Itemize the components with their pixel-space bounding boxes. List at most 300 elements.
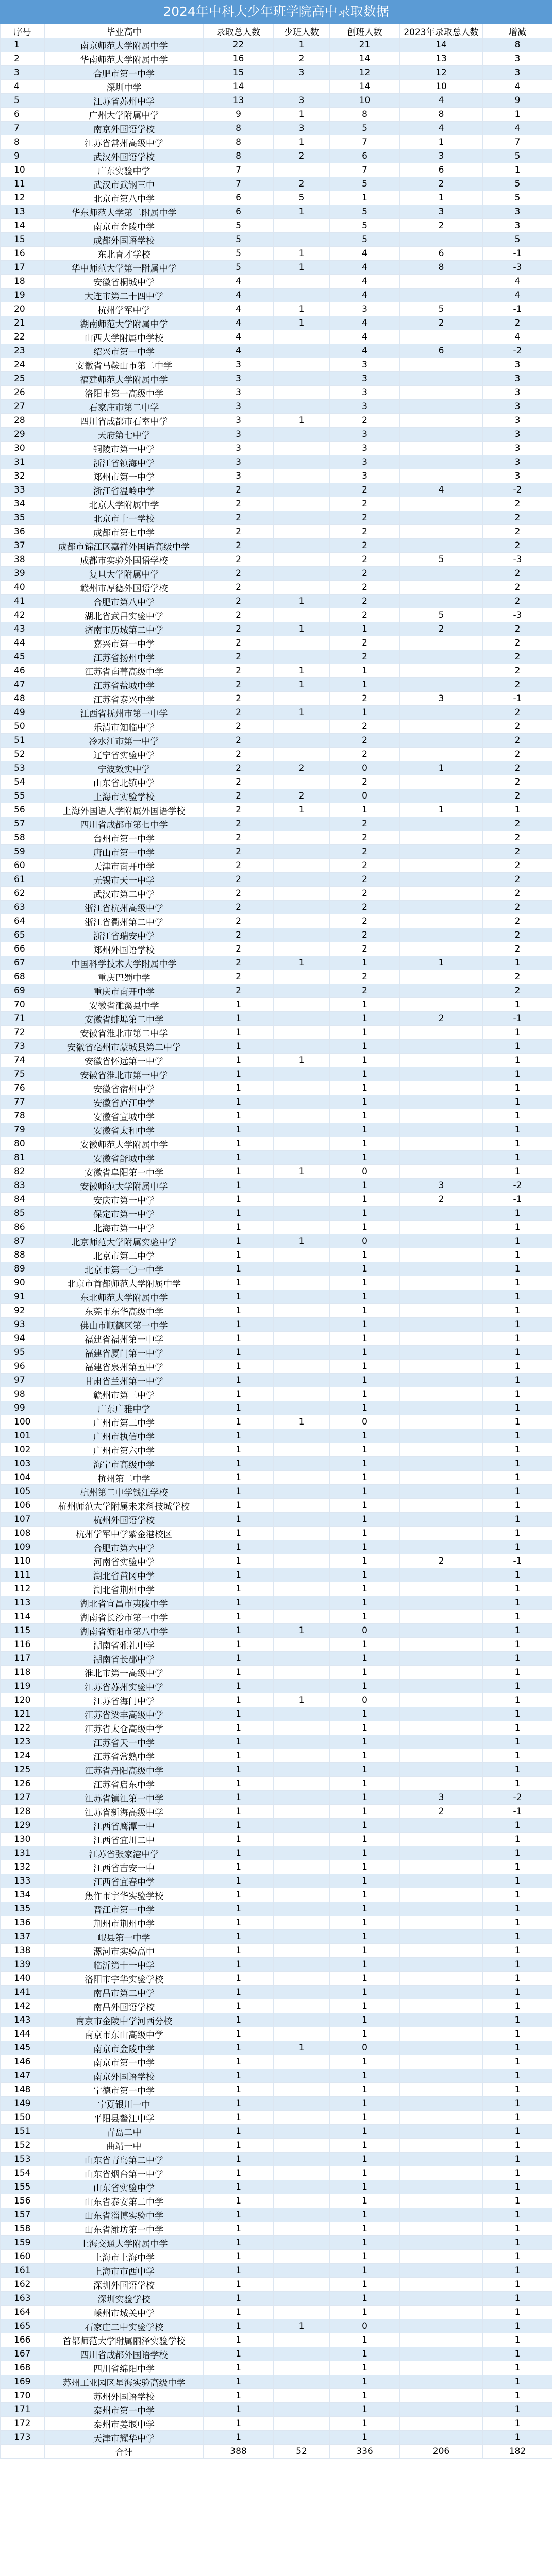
cell-change: -2 — [483, 1179, 552, 1193]
cell-change: 1 — [483, 2278, 552, 2292]
cell-shaoban — [274, 1443, 330, 1457]
cell-2023-total — [400, 386, 483, 400]
cell-shaoban — [274, 2208, 330, 2222]
cell-school: 杭州学军中学 — [45, 302, 204, 316]
cell-school: 东莞市东华高级中学 — [45, 1304, 204, 1318]
cell-chuangban: 1 — [330, 1123, 400, 1137]
cell-index: 147 — [1, 2069, 45, 2083]
cell-2023-total — [400, 581, 483, 595]
table-row — [1, 1040, 552, 1054]
cell-school: 江苏省丹阳高级中学 — [45, 1763, 204, 1777]
cell-change: 1 — [483, 2153, 552, 2166]
cell-chuangban: 1 — [330, 1930, 400, 1944]
cell-shaoban — [274, 1874, 330, 1888]
cell-shaoban — [274, 2264, 330, 2278]
cell-2023-total — [400, 595, 483, 608]
cell-change: 1 — [483, 1026, 552, 1040]
cell-shaoban — [274, 817, 330, 831]
cell-total: 1 — [204, 1304, 274, 1318]
cell-total: 1 — [204, 1457, 274, 1471]
cell-chuangban: 1 — [330, 1749, 400, 1763]
table-row — [1, 2125, 552, 2139]
cell-shaoban — [274, 497, 330, 511]
cell-total: 1 — [204, 1109, 274, 1123]
cell-total: 1 — [204, 998, 274, 1012]
cell-school: 重庆市南开中学 — [45, 984, 204, 998]
cell-2023-total — [400, 2083, 483, 2097]
cell-chuangban: 1 — [330, 1081, 400, 1095]
cell-shaoban — [274, 1540, 330, 1554]
cell-school: 石家庄二中实验学校 — [45, 2319, 204, 2333]
cell-index: 130 — [1, 1833, 45, 1846]
cell-index: 73 — [1, 1040, 45, 1054]
cell-total: 2 — [204, 511, 274, 525]
cell-change: 1 — [483, 2041, 552, 2055]
cell-change: 2 — [483, 316, 552, 330]
cell-shaoban — [274, 2083, 330, 2097]
cell-school: 江苏省新海高级中学 — [45, 1805, 204, 1819]
cell-change: 1 — [483, 1346, 552, 1360]
cell-change: 1 — [483, 2083, 552, 2097]
cell-chuangban: 2 — [330, 845, 400, 859]
table-row — [1, 122, 552, 135]
cell-2023-total — [400, 275, 483, 289]
cell-school: 江苏省扬州中学 — [45, 650, 204, 664]
cell-shaoban — [274, 1916, 330, 1930]
cell-shaoban — [274, 1513, 330, 1527]
table-row — [1, 1151, 552, 1165]
table-row — [1, 1207, 552, 1221]
cell-2023-total — [400, 2292, 483, 2306]
table-row — [1, 525, 552, 539]
cell-change: 1 — [483, 1833, 552, 1846]
cell-index: 45 — [1, 650, 45, 664]
cell-change: 3 — [483, 400, 552, 414]
cell-school: 安徽省淮北市第一中学 — [45, 1067, 204, 1081]
cell-shaoban — [274, 289, 330, 302]
cell-chuangban: 2 — [330, 831, 400, 845]
cell-2023-total — [400, 1624, 483, 1638]
cell-chuangban: 2 — [330, 873, 400, 887]
cell-chuangban: 1 — [330, 2208, 400, 2222]
cell-change: 1 — [483, 1944, 552, 1958]
cell-change: 1 — [483, 2319, 552, 2333]
table-row — [1, 191, 552, 205]
cell-chuangban: 1 — [330, 2194, 400, 2208]
cell-shaoban — [274, 1930, 330, 1944]
cell-shaoban: 3 — [274, 94, 330, 108]
cell-change: 3 — [483, 66, 552, 80]
cell-school: 江西省抚州市第一中学 — [45, 706, 204, 720]
table-row — [1, 1290, 552, 1304]
cell-index: 40 — [1, 581, 45, 595]
cell-shaoban — [274, 1207, 330, 1221]
cell-2023-total — [400, 1860, 483, 1874]
table-row — [1, 2153, 552, 2166]
cell-total: 1 — [204, 1721, 274, 1735]
cell-index: 34 — [1, 497, 45, 511]
cell-total: 1 — [204, 2222, 274, 2236]
cell-2023-total — [400, 1485, 483, 1499]
cell-change: 1 — [483, 2055, 552, 2069]
cell-index: 85 — [1, 1207, 45, 1221]
cell-chuangban: 1 — [330, 1360, 400, 1374]
cell-index: 168 — [1, 2361, 45, 2375]
table-row — [1, 2264, 552, 2278]
cell-total: 1 — [204, 1026, 274, 1040]
cell-chuangban: 2 — [330, 887, 400, 901]
table-title: 2024年中科大少年班学院高中录取数据 — [0, 0, 552, 24]
cell-shaoban: 1 — [274, 706, 330, 720]
cell-index: 150 — [1, 2111, 45, 2125]
cell-change: 1 — [483, 1040, 552, 1054]
cell-total: 2 — [204, 984, 274, 998]
table-row — [1, 2166, 552, 2180]
cell-change: -2 — [483, 483, 552, 497]
cell-total: 2 — [204, 970, 274, 984]
cell-total: 2 — [204, 928, 274, 942]
table-row — [1, 887, 552, 901]
cell-total: 1 — [204, 1443, 274, 1457]
table-row — [1, 1610, 552, 1624]
cell-2023-total — [400, 1652, 483, 1666]
cell-total: 1 — [204, 1624, 274, 1638]
cell-index: 84 — [1, 1193, 45, 1207]
cell-2023-total — [400, 1568, 483, 1582]
cell-2023-total — [400, 233, 483, 247]
cell-chuangban: 1 — [330, 1304, 400, 1318]
cell-chuangban: 1 — [330, 1666, 400, 1680]
cell-chuangban: 1 — [330, 2236, 400, 2250]
table-row — [1, 1624, 552, 1638]
cell-chuangban: 1 — [330, 1610, 400, 1624]
table-row — [1, 1123, 552, 1137]
table-row — [1, 1944, 552, 1958]
cell-chuangban: 1 — [330, 1499, 400, 1513]
table-row — [1, 1095, 552, 1109]
cell-chuangban: 3 — [330, 469, 400, 483]
cell-shaoban — [274, 1596, 330, 1610]
cell-index: 21 — [1, 316, 45, 330]
cell-change: 4 — [483, 330, 552, 344]
cell-2023-total — [400, 469, 483, 483]
cell-school: 江苏省苏州中学 — [45, 94, 204, 108]
cell-change: 1 — [483, 2250, 552, 2264]
cell-total: 6 — [204, 191, 274, 205]
cell-shaoban — [274, 1095, 330, 1109]
cell-change: 1 — [483, 1916, 552, 1930]
cell-shaoban — [274, 275, 330, 289]
table-row — [1, 1819, 552, 1833]
cell-chuangban: 2 — [330, 414, 400, 428]
table-row — [1, 734, 552, 748]
cell-shaoban — [274, 720, 330, 734]
cell-school: 复旦大学附属中学 — [45, 567, 204, 581]
cell-total: 2 — [204, 650, 274, 664]
cell-chuangban: 1 — [330, 2055, 400, 2069]
cell-2023-total — [400, 455, 483, 469]
cell-shaoban — [274, 1749, 330, 1763]
cell-school: 浙江省杭州高级中学 — [45, 901, 204, 914]
cell-change: 1 — [483, 2139, 552, 2153]
cell-total: 1 — [204, 1805, 274, 1819]
cell-school: 岷县第一中学 — [45, 1930, 204, 1944]
cell-school: 青岛二中 — [45, 2125, 204, 2139]
cell-change: 2 — [483, 984, 552, 998]
table-row — [1, 94, 552, 108]
cell-chuangban: 3 — [330, 400, 400, 414]
cell-change: -2 — [483, 1791, 552, 1805]
cell-change: 1 — [483, 1457, 552, 1471]
cell-2023-total — [400, 2361, 483, 2375]
cell-index: 31 — [1, 455, 45, 469]
cell-shaoban — [274, 1067, 330, 1081]
cell-index: 70 — [1, 998, 45, 1012]
cell-chuangban: 7 — [330, 163, 400, 177]
cell-2023-total — [400, 1735, 483, 1749]
cell-school: 漯河市实验高中 — [45, 1944, 204, 1958]
cell-index: 124 — [1, 1749, 45, 1763]
cell-2023-total — [400, 1610, 483, 1624]
cell-total: 1 — [204, 1415, 274, 1429]
cell-index: 113 — [1, 1596, 45, 1610]
table-row — [1, 928, 552, 942]
cell-chuangban: 5 — [330, 219, 400, 233]
cell-school: 杭州外国语学校 — [45, 1513, 204, 1527]
footer-cell: 52 — [274, 2445, 330, 2459]
cell-index: 151 — [1, 2125, 45, 2139]
cell-shaoban — [274, 942, 330, 956]
cell-change: 2 — [483, 942, 552, 956]
cell-change: 1 — [483, 803, 552, 817]
cell-school: 山东省青岛第二中学 — [45, 2153, 204, 2166]
cell-change: 1 — [483, 2361, 552, 2375]
cell-total: 15 — [204, 66, 274, 80]
cell-index: 36 — [1, 525, 45, 539]
cell-shaoban — [274, 2222, 330, 2236]
cell-index: 78 — [1, 1109, 45, 1123]
cell-2023-total: 2 — [400, 1554, 483, 1568]
cell-chuangban: 1 — [330, 1846, 400, 1860]
cell-school: 湖南省长沙市第一中学 — [45, 1610, 204, 1624]
cell-index: 95 — [1, 1346, 45, 1360]
table-row — [1, 553, 552, 567]
cell-shaoban — [274, 2347, 330, 2361]
cell-index: 120 — [1, 1693, 45, 1707]
cell-school: 山东省烟台第一中学 — [45, 2166, 204, 2180]
cell-chuangban: 1 — [330, 2403, 400, 2417]
cell-change: 1 — [483, 2292, 552, 2306]
cell-total: 1 — [204, 2417, 274, 2431]
cell-chuangban: 2 — [330, 720, 400, 734]
cell-school: 东北育才学校 — [45, 247, 204, 261]
cell-chuangban: 1 — [330, 1652, 400, 1666]
header-cell: 序号 — [1, 24, 45, 38]
cell-2023-total: 1 — [400, 761, 483, 775]
cell-shaoban — [274, 1304, 330, 1318]
cell-school: 成都市锦江区嘉祥外国语高级中学 — [45, 539, 204, 553]
cell-index: 105 — [1, 1485, 45, 1499]
cell-index: 106 — [1, 1499, 45, 1513]
cell-shaoban — [274, 2306, 330, 2319]
cell-chuangban: 1 — [330, 2222, 400, 2236]
cell-2023-total: 2 — [400, 316, 483, 330]
cell-school: 上海市上海中学 — [45, 2250, 204, 2264]
cell-2023-total — [400, 1304, 483, 1318]
cell-shaoban: 2 — [274, 789, 330, 803]
cell-index: 72 — [1, 1026, 45, 1040]
cell-index: 66 — [1, 942, 45, 956]
cell-2023-total — [400, 2278, 483, 2292]
cell-shaoban — [274, 2055, 330, 2069]
cell-total: 1 — [204, 1221, 274, 1234]
cell-2023-total — [400, 2417, 483, 2431]
cell-chuangban: 1 — [330, 1999, 400, 2013]
table-row — [1, 149, 552, 163]
cell-shaoban — [274, 511, 330, 525]
cell-school: 安徽省舒城中学 — [45, 1151, 204, 1165]
cell-total: 1 — [204, 2111, 274, 2125]
cell-change: -3 — [483, 608, 552, 622]
cell-chuangban: 5 — [330, 177, 400, 191]
cell-change: 1 — [483, 1318, 552, 1332]
cell-total: 2 — [204, 553, 274, 567]
cell-change: 9 — [483, 94, 552, 108]
table-row — [1, 1540, 552, 1554]
cell-index: 112 — [1, 1582, 45, 1596]
cell-2023-total — [400, 2319, 483, 2333]
cell-index: 99 — [1, 1401, 45, 1415]
cell-index: 48 — [1, 692, 45, 706]
cell-total: 1 — [204, 1374, 274, 1387]
cell-shaoban — [274, 1387, 330, 1401]
cell-change: 1 — [483, 1596, 552, 1610]
cell-chuangban: 1 — [330, 1040, 400, 1054]
header-cell: 少班人数 — [274, 24, 330, 38]
cell-chuangban: 1 — [330, 1874, 400, 1888]
cell-school: 冷水江市第一中学 — [45, 734, 204, 748]
cell-school: 深圳中学 — [45, 80, 204, 94]
cell-chuangban: 1 — [330, 2180, 400, 2194]
cell-chuangban: 1 — [330, 2306, 400, 2319]
cell-2023-total — [400, 901, 483, 914]
cell-shaoban: 2 — [274, 177, 330, 191]
cell-change: -1 — [483, 1012, 552, 1026]
cell-total: 1 — [204, 1387, 274, 1401]
cell-index: 165 — [1, 2319, 45, 2333]
cell-chuangban: 2 — [330, 511, 400, 525]
table-row — [1, 108, 552, 122]
table-row — [1, 1749, 552, 1763]
cell-2023-total: 5 — [400, 553, 483, 567]
cell-school: 上海外国语大学附属外国语学校 — [45, 803, 204, 817]
cell-change: 1 — [483, 2306, 552, 2319]
table-row — [1, 1471, 552, 1485]
cell-chuangban: 1 — [330, 2333, 400, 2347]
cell-2023-total: 1 — [400, 135, 483, 149]
cell-shaoban — [274, 1582, 330, 1596]
cell-school: 焦作市宇华实验学校 — [45, 1888, 204, 1902]
cell-school: 安徽省濉溪县中学 — [45, 998, 204, 1012]
cell-school: 浙江省衢州第二中学 — [45, 914, 204, 928]
cell-chuangban: 1 — [330, 1332, 400, 1346]
cell-change: 1 — [483, 1846, 552, 1860]
cell-index: 133 — [1, 1874, 45, 1888]
cell-2023-total — [400, 1401, 483, 1415]
cell-2023-total — [400, 1833, 483, 1846]
cell-total: 2 — [204, 748, 274, 761]
cell-chuangban: 2 — [330, 748, 400, 761]
cell-index: 29 — [1, 428, 45, 442]
cell-change: 3 — [483, 469, 552, 483]
cell-school: 南昌市第二中学 — [45, 1986, 204, 1999]
cell-index: 136 — [1, 1916, 45, 1930]
cell-2023-total: 3 — [400, 205, 483, 219]
cell-school: 浙江省温岭中学 — [45, 483, 204, 497]
cell-change: 2 — [483, 734, 552, 748]
cell-shaoban — [274, 469, 330, 483]
cell-2023-total: 14 — [400, 38, 483, 52]
cell-total: 1 — [204, 2347, 274, 2361]
cell-index: 52 — [1, 748, 45, 761]
cell-chuangban: 2 — [330, 775, 400, 789]
cell-shaoban: 1 — [274, 108, 330, 122]
cell-2023-total — [400, 1248, 483, 1262]
table-row — [1, 1109, 552, 1123]
cell-index: 77 — [1, 1095, 45, 1109]
cell-total: 1 — [204, 2319, 274, 2333]
cell-change: 1 — [483, 2013, 552, 2027]
cell-chuangban: 1 — [330, 1540, 400, 1554]
cell-shaoban: 1 — [274, 678, 330, 692]
cell-school: 洛阳市宇华实验学校 — [45, 1972, 204, 1986]
cell-total: 1 — [204, 1693, 274, 1707]
cell-school: 临沂第十一中学 — [45, 1958, 204, 1972]
cell-chuangban: 0 — [330, 1693, 400, 1707]
cell-2023-total: 4 — [400, 122, 483, 135]
cell-school: 佛山市顺德区第一中学 — [45, 1318, 204, 1332]
cell-change: 1 — [483, 2264, 552, 2278]
cell-2023-total: 2 — [400, 1012, 483, 1026]
cell-chuangban: 1 — [330, 1860, 400, 1874]
table-row — [1, 66, 552, 80]
cell-total: 2 — [204, 956, 274, 970]
cell-index: 116 — [1, 1638, 45, 1652]
cell-2023-total — [400, 1680, 483, 1693]
cell-school: 嘉兴市第一中学 — [45, 636, 204, 650]
cell-shaoban — [274, 1554, 330, 1568]
cell-index: 17 — [1, 261, 45, 275]
cell-school: 宁夏银川一中 — [45, 2097, 204, 2111]
cell-chuangban: 1 — [330, 1833, 400, 1846]
cell-chuangban: 1 — [330, 1207, 400, 1221]
cell-chuangban: 0 — [330, 789, 400, 803]
cell-index: 154 — [1, 2166, 45, 2180]
cell-index: 141 — [1, 1986, 45, 1999]
table-row — [1, 52, 552, 66]
cell-change: -3 — [483, 261, 552, 275]
cell-change: 1 — [483, 1109, 552, 1123]
cell-chuangban: 2 — [330, 497, 400, 511]
cell-shaoban: 2 — [274, 149, 330, 163]
cell-2023-total — [400, 2208, 483, 2222]
cell-school: 山东省实验中学 — [45, 2180, 204, 2194]
cell-chuangban: 1 — [330, 2125, 400, 2139]
cell-total: 1 — [204, 2125, 274, 2139]
table-row — [1, 1026, 552, 1040]
cell-chuangban: 1 — [330, 2417, 400, 2431]
cell-shaoban — [274, 163, 330, 177]
